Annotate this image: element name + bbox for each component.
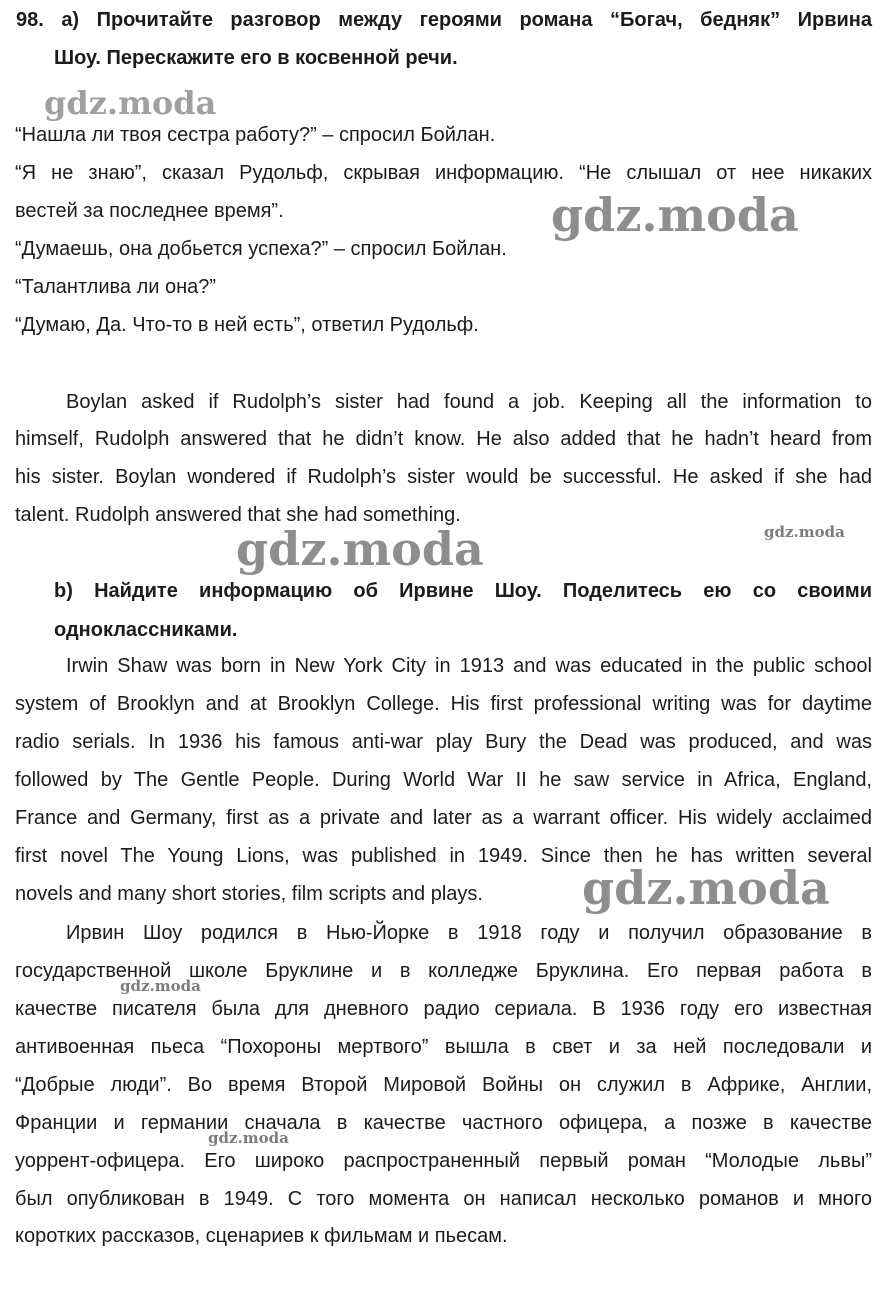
watermark: gdz.moda xyxy=(44,84,217,122)
dialogue-line: “Талантлива ли она?” xyxy=(15,276,217,298)
russian-text-line: был опубликован в 1949. С того момента он написал несколько романов и много xyxy=(15,1188,872,1210)
russian-text-line: государственной школе Бруклине и в колледже Бруклина. Его первая работа в xyxy=(15,960,872,982)
english-text-line: France and Germany, first as a private and later as a warrant officer. His widely acclaimed xyxy=(15,807,872,829)
watermark: gdz.moda xyxy=(551,188,799,242)
russian-text-line: качестве писателя была для дневного радио сериала. В 1936 году его известная xyxy=(15,998,872,1020)
task-a-instruction: а) Прочитайте разговор между героями романа “Богач, бедняк” Ирвина xyxy=(61,9,872,31)
english-text-line: Irwin Shaw was born in New York City in 1913 and was educated in the public school xyxy=(66,655,872,677)
watermark: gdz.moda xyxy=(208,1129,289,1147)
english-text-line: radio serials. In 1936 his famous anti-war play Bury the Dead was produced, and was xyxy=(15,731,872,753)
russian-text-line: антивоенная пьеса “Похороны мертвого” вышла в свет и за ней последовали и xyxy=(15,1036,872,1058)
watermark: gdz.moda xyxy=(236,522,484,576)
task-b-heading-line1: b) Найдите информацию об Ирвине Шоу. Поделитесь ею со своими xyxy=(54,580,872,602)
dialogue-line: “Думаю, Да. Что-то в ней есть”, ответил Рудольф. xyxy=(15,314,479,336)
russian-text-line: Ирвин Шоу родился в Нью-Йорке в 1918 году и получил образование в xyxy=(66,922,872,944)
dialogue-line: “Нашла ли твоя сестра работу?” – спросил Бойлан. xyxy=(15,124,496,146)
english-text-line: first novel The Young Lions, was published in 1949. Since then he has written several xyxy=(15,845,872,867)
russian-text-line: Франции и германии сначала в качестве частного офицера, а позже в качестве xyxy=(15,1112,872,1134)
task-a-heading-line1 xyxy=(16,7,872,33)
russian-text-line: “Добрые люди”. Во время Второй Мировой Войны он служил в Африке, Англии, xyxy=(15,1074,872,1096)
dialogue-line: “Я не знаю”, сказал Рудольф, скрывая информацию. “Не слышал от нее никаких xyxy=(15,162,872,184)
watermark: gdz.moda xyxy=(764,523,845,541)
answer-a-line: Boylan asked if Rudolph’s sister had found a job. Keeping all the information to xyxy=(66,391,872,413)
russian-text-line: уоррент-офицера. Его широко распространенный первый роман “Молодые львы” xyxy=(15,1150,872,1172)
task-b-heading-line2: одноклассниками. xyxy=(54,619,238,641)
task-a-heading-line2: Шоу. Перескажите его в косвенной речи. xyxy=(54,47,458,69)
english-text-line: novels and many short stories, film scripts and plays. xyxy=(15,883,483,905)
russian-text-line: коротких рассказов, сценариев к фильмам и пьесам. xyxy=(15,1225,508,1247)
dialogue-line: “Думаешь, она добьется успеха?” – спросил Бойлан. xyxy=(15,238,507,260)
watermark: gdz.moda xyxy=(120,977,201,995)
answer-a-line: himself, Rudolph answered that he didn’t know. He also added that he hadn’t heard from xyxy=(15,428,872,450)
watermark: gdz.moda xyxy=(582,861,830,915)
english-text-line: system of Brooklyn and at Brooklyn College. His first professional writing was for daytime xyxy=(15,693,872,715)
exercise-number: 98. xyxy=(16,9,44,31)
dialogue-line: вестей за последнее время”. xyxy=(15,200,284,222)
answer-a-line: talent. Rudolph answered that she had something. xyxy=(15,504,461,526)
english-text-line: followed by The Gentle People. During World War II he saw service in Africa, England, xyxy=(15,769,872,791)
answer-a-line: his sister. Boylan wondered if Rudolph’s sister would be successful. He asked if she had xyxy=(15,466,872,488)
